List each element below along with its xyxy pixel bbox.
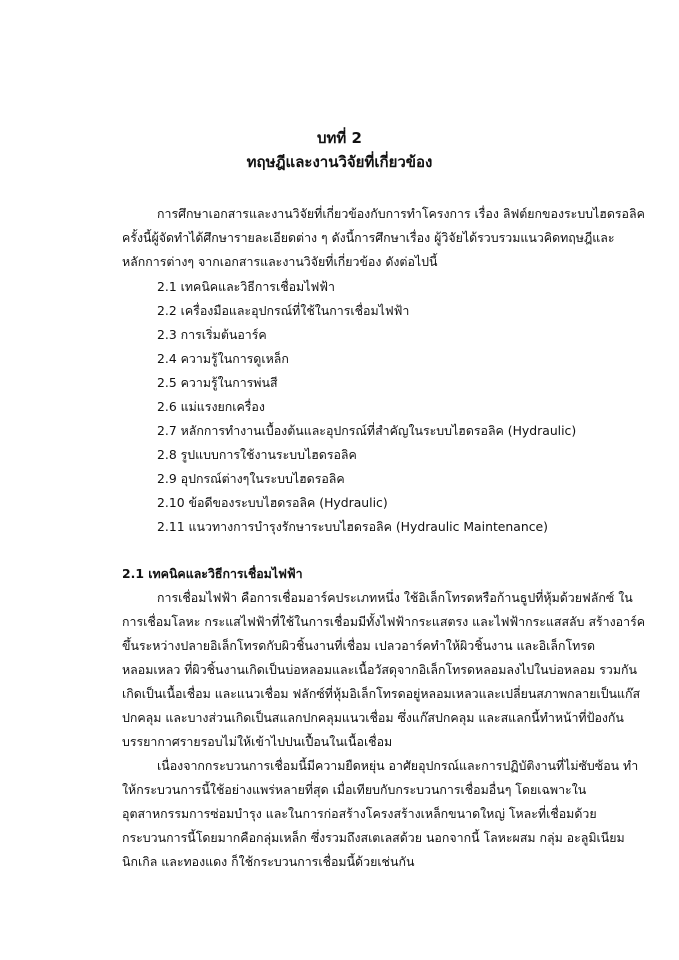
intro-line: การศึกษาเอกสารและงานวิจัยที่เกี่ยวข้องกับการทำโครงการ เรื่อง ลิฟต์ยกของระบบไฮดรอลิค [157,206,645,221]
topic-item: 2.4 ความรู้ในการดูเหล็ก [157,351,289,366]
paragraph-line: ขึ้นระหว่างปลายอิเล็กโทรดกับผิวชิ้นงานที่เชื่อม เปลวอาร์คทำให้ผิวชิ้นงาน และอิเล็กโทรด [122,638,596,653]
chapter-number: บทที่ 2 [317,129,362,147]
intro-line: หลักการต่างๆ จากเอกสารและงานวิจัยที่เกี่ยวข้อง ดังต่อไปนี้ [122,254,438,269]
topic-item: 2.10 ข้อดีของระบบไฮดรอลิค (Hydraulic) [157,495,388,510]
topic-item: 2.5 ความรู้ในการพ่นสี [157,375,278,390]
topic-item: 2.2 เครื่องมือและอุปกรณ์ที่ใช้ในการเชื่อมไฟฟ้า [157,303,410,318]
paragraph-line: ปกคลุม และบางส่วนเกิดเป็นสแลกปกคลุมแนวเชื่อม ซึ่งแก๊สปกคลุม และสแลกนี้ทำหน้าที่ป้องกัน [122,710,624,725]
paragraph-line: เนื่องจากกระบวนการเชื่อมนี้มีความยืดหยุ่น อาศัยอุปกรณ์และการปฏิบัติงานที่ไม่ซับซ้อน ทำ [157,758,639,773]
topic-item: 2.6 แม่แรงยกเครื่อง [157,399,265,414]
intro-line: ครั้งนี้ผู้จัดทำได้ศึกษารายละเอียดต่าง ๆ ดังนี้การศึกษาเรื่อง ผู้วิจัยได้รวบรวมแนวคิดทฤษฎีและ [122,230,615,245]
paragraph-line: การเชื่อมไฟฟ้า คือการเชื่อมอาร์คประเภทหนึ่ง ใช้อิเล็กโทรดหรือก้านธูปที่หุ้มด้วยฟลักซ์ ใน [157,590,633,605]
paragraph-line: กระบวนการนี้โดยมากคือกลุ่มเหล็ก ซึ่งรวมถึงสเตเลสด้วย นอกจากนี้ โลหะผสม กลุ่ม อะลูมิเนียม [122,830,625,845]
chapter-title: ทฤษฎีและงานวิจัยที่เกี่ยวข้อง [246,153,433,171]
paragraph-line: อุตสาหกรรมการซ่อมบำรุง และในการก่อสร้างโครงสร้างเหล็กขนาดใหญ่ โหละที่เชื่อมด้วย [122,806,597,821]
section-heading: 2.1 เทคนิคและวิธีการเชื่อมไฟฟ้า [122,566,303,581]
topic-item: 2.7 หลักการทำงานเบื้องต้นและอุปกรณ์ที่สำคัญในระบบไฮดรอลิค (Hydraulic) [157,423,577,438]
topic-item: 2.1 เทคนิคและวิธีการเชื่อมไฟฟ้า [157,279,335,294]
paragraph-line: เกิดเป็นเนื้อเชื่อม และแนวเชื่อม ฟลักซ์ที่หุ้มอิเล็กโทรดอยู่หลอมเหลวและเปลี่ยนสภาพกลายเป็นแก๊ส [122,686,641,701]
topic-item: 2.9 อุปกรณ์ต่างๆในระบบไฮดรอลิค [157,471,345,486]
topic-item: 2.11 แนวทางการบำรุงรักษาระบบไฮดรอลิค (Hydraulic Maintenance) [157,519,548,534]
topic-item: 2.3 การเริ่มต้นอาร์ค [157,327,267,342]
paragraph-line: บรรยากาศรายรอบไม่ให้เข้าไปปนเปื้อนในเนื้อเชื่อม [122,734,393,749]
paragraph-line: ให้กระบวนการนี้ใช้อย่างแพร่หลายที่สุด เมื่อเทียบกับกระบวนการเชื่อมอื่นๆ โดยเฉพาะใน [122,782,587,797]
paragraph-line: หลอมเหลว ที่ผิวชิ้นงานเกิดเป็นบ่อหลอมและเนื้อวัสดุจากอิเล็กโทรดหลอมลงไปในบ่อหลอม รวมกัน [122,662,637,677]
paragraph-line: นิกเกิล และทองแดง ก็ใช้กระบวนการเชื่อมนี้ด้วยเช่นกัน [122,854,415,869]
topic-item: 2.8 รูปแบบการใช้งานระบบไฮดรอลิค [157,447,357,462]
paragraph-line: การเชื่อมโลหะ กระแสไฟฟ้าที่ใช้ในการเชื่อมมีทั้งไฟฟ้ากระแสตรง และไฟฟ้ากระแสสลับ สร้างอาร์ค [122,614,646,629]
